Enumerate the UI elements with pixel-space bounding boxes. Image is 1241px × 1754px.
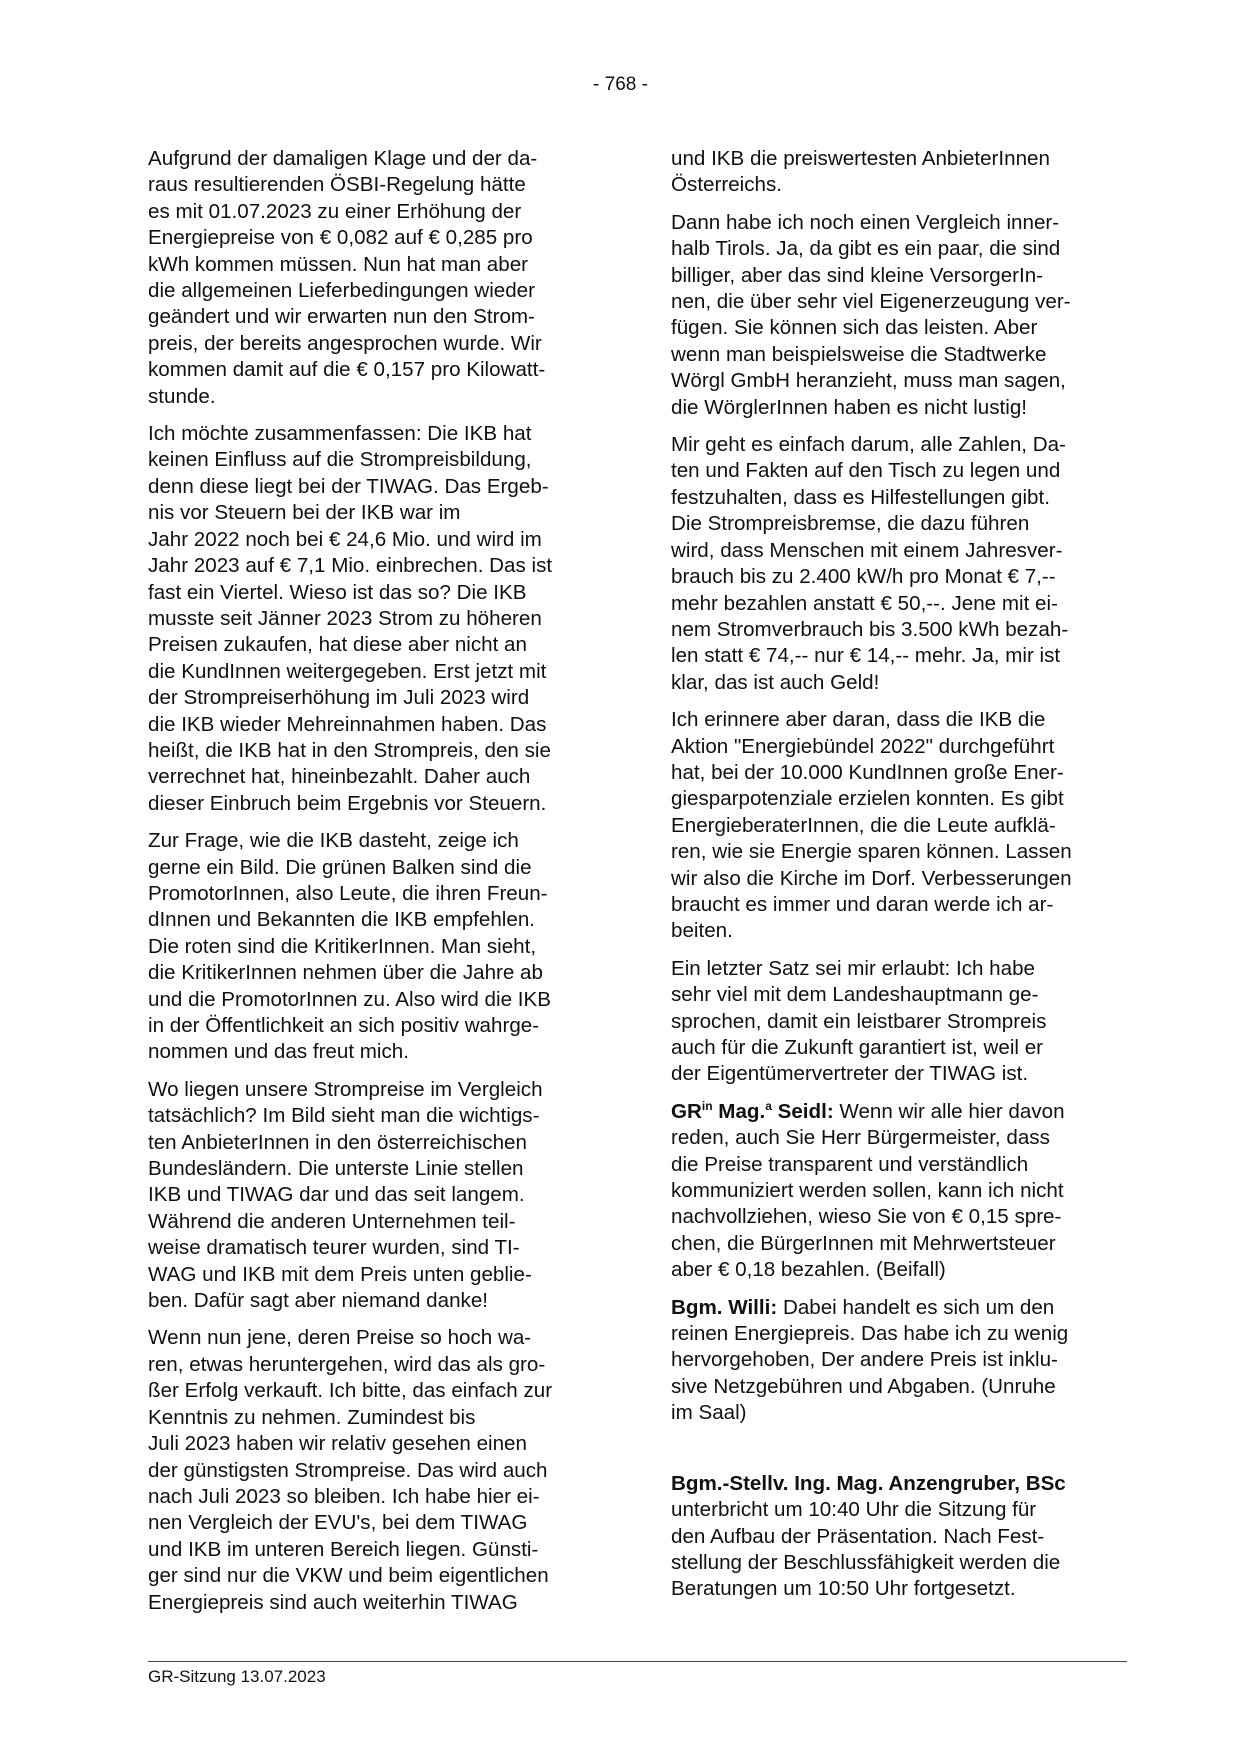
paragraph: Wenn nun jene, deren Preise so hoch wa- ren, etwas heruntergehen, wird das als gro- ßer Erfolg verkauft. Ich bitte, das einfach zur Kenntnis zu nehmen. Zumindest bis Juli 2023 haben wir relativ gesehen einen der günstigsten Strompreise. Das wird auch nach Juli 2023 so bleiben. Ich habe hier ei- nen Vergleich der EVU's, bei dem TIWAG und IKB im unteren Bereich liegen. Günsti- ger sind nur die VKW und beim eigentlichen Energiepreis sind auch weiterhin TIWAG bbox=[148, 1326, 553, 1614]
speaker-degree: Mag. bbox=[712, 1099, 766, 1123]
footer-text: GR-Sitzung 13.07.2023 bbox=[148, 1667, 326, 1686]
paragraph: Aufgrund der damaligen Klage und der da- raus resultierenden ÖSBI-Regelung hätte es mit 01.07.2023 zu einer Erhöhung der Energiepreise von € 0,082 auf € 0,285 pro kWh kommen müssen. Nun hat man aber die allgemeinen Lieferbedingungen wieder geändert und wir erwarten nun den Strom- preis, der bereits angesprochen wurde. Wir kommen damit auf die € 0,157 pro Kilowatt- stunde. bbox=[148, 147, 546, 408]
paragraph: Ich erinnere aber daran, dass die IKB die Aktion "Energiebündel 2022" durchgeführt hat, bei der 10.000 KundInnen große Ener- giesparpotenziale erzielen konnten. Es gibt EnergieberaterInnen, die die Leute aufklä- ren, wie sie Energie sparen können. Lassen wir also die Kirche im Dorf. Verbesserungen braucht es immer und daran werde ich ar- beiten. bbox=[671, 708, 1072, 943]
speaker-seidl bbox=[671, 1100, 834, 1123]
paragraph: Zur Frage, wie die IKB dasteht, zeige ich gerne ein Bild. Die grünen Balken sind die PromotorInnen, also Leute, die ihren Freun- dInnen und Bekannten die IKB empfehlen. Die roten sind die KritikerInnen. Man sieht, die KritikerInnen nehmen über die Jahre ab und die PromotorInnen zu. Also wird die IKB in der Öffentlichkeit an sich positiv wahrge- nommen und das freut mich. bbox=[148, 829, 551, 1064]
left-column bbox=[148, 146, 603, 1627]
speech-text: Dabei handelt es sich um den reinen Energiepreis. Das habe ich zu wenig hervorgehoben, Der andere Preis ist inklu- sive Netzgebühren und Abgaben. (Unruhe im Saal) bbox=[671, 1295, 1069, 1425]
paragraph: Dann habe ich noch einen Vergleich inner- halb Tirols. Ja, da gibt es ein paar, die sind billiger, aber das sind kleine VersorgerIn- nen, die über sehr viel Eigenerzeugung ver- fügen. Sie können sich das leisten. Aber wenn man beispielsweise die Stadtwerke Wörgl GmbH heranzieht, muss man sagen, die WörglerInnen haben es nicht lustig! bbox=[671, 210, 1071, 419]
speaker-willi: Bgm. Willi: bbox=[671, 1295, 778, 1319]
speech-text: Wenn wir alle hier davon reden, auch Sie Herr Bürgermeister, dass die Preise transparent und verständlich kommuniziert werden sollen, kann ich nicht nachvollziehen, wieso Sie von € 0,15 spre- chen, die BürgerInnen mit Mehrwertsteuer aber € 0,18 bezahlen. (Beifall) bbox=[671, 1099, 1065, 1282]
speech-willi bbox=[671, 1295, 1126, 1427]
page-number: - 768 - bbox=[593, 74, 648, 95]
right-column bbox=[671, 146, 1126, 1614]
paragraph: Wo liegen unsere Strompreise im Vergleich tatsächlich? Im Bild sieht man die wichtigs- ten AnbieterInnen in den österreichischen Bundesländern. Die unterste Linie stellen IKB und TIWAG dar und das seit langem. Während die anderen Unternehmen teil- weise dramatisch teurer wurden, sind TI- WAG und IKB mit dem Preis unten geblie- ben. Dafür sagt aber niemand danke! bbox=[148, 1077, 543, 1313]
paragraph: Ein letzter Satz sei mir erlaubt: Ich habe sehr viel mit dem Landeshauptmann ge- sprochen, damit ein leistbarer Strompreis auch für die Zukunft garantiert ist, weil er der Eigentümervertreter der TIWAG ist. bbox=[671, 956, 1047, 1086]
paragraph: Ich möchte zusammenfassen: Die IKB hat keinen Einfluss auf die Strompreisbildung, denn diese liegt bei der TIWAG. Das Ergeb- nis vor Steuern bei der IKB war im Jahr 2022 noch bei € 24,6 Mio. und wird im Jahr 2023 auf € 7,1 Mio. einbrechen. Das ist fast ein Viertel. Wieso ist das so? Die IKB musste seit Jänner 2023 Strom zu höheren Preisen zukaufen, hat diese aber nicht an die KundInnen weitergegeben. Erst jetzt mit der Strompreiserhöhung im Juli 2023 wird die IKB wieder Mehreinnahmen haben. Das heißt, die IKB hat in den Strompreis, den sie verrechnet hat, hineinbezahlt. Daher auch dieser Einbruch beim Ergebnis vor Steuern. bbox=[148, 422, 553, 815]
speaker-degree-sup: a bbox=[765, 1098, 772, 1113]
speaker-name: Seidl: bbox=[771, 1099, 834, 1123]
session-note bbox=[671, 1471, 1126, 1603]
footer-rule bbox=[148, 1661, 1127, 1662]
paragraph: Mir geht es einfach darum, alle Zahlen, Da- ten und Fakten auf den Tisch zu legen und festzuhalten, dass es Hilfestellungen gibt. Die Strompreisbremse, die dazu führen wird, dass Menschen mit einem Jahresver- brauch bis zu 2.400 kW/h pro Monat € 7,-- mehr bezahlen anstatt € 50,--. Jene mit ei- nem Stromverbrauch bis 3.500 kWh bezah- len statt € 74,-- nur € 14,-- mehr. Ja, mir ist klar, das ist auch Geld! bbox=[671, 433, 1069, 694]
paragraph: und IKB die preiswertesten AnbieterInnen Österreichs. bbox=[671, 147, 1050, 197]
session-note-text: unterbricht um 10:40 Uhr die Sitzung für den Aufbau der Präsentation. Nach Fest- stellung der Beschlussfähigkeit werden die Beratungen um 10:50 Uhr fortgesetzt. bbox=[671, 1498, 1061, 1601]
speech-seidl bbox=[671, 1099, 1126, 1284]
speaker-title-sup: in bbox=[701, 1098, 713, 1113]
speaker-title: GR bbox=[671, 1099, 702, 1123]
speaker-anzengruber: Bgm.-Stellv. Ing. Mag. Anzengruber, BSc bbox=[671, 1471, 1066, 1495]
